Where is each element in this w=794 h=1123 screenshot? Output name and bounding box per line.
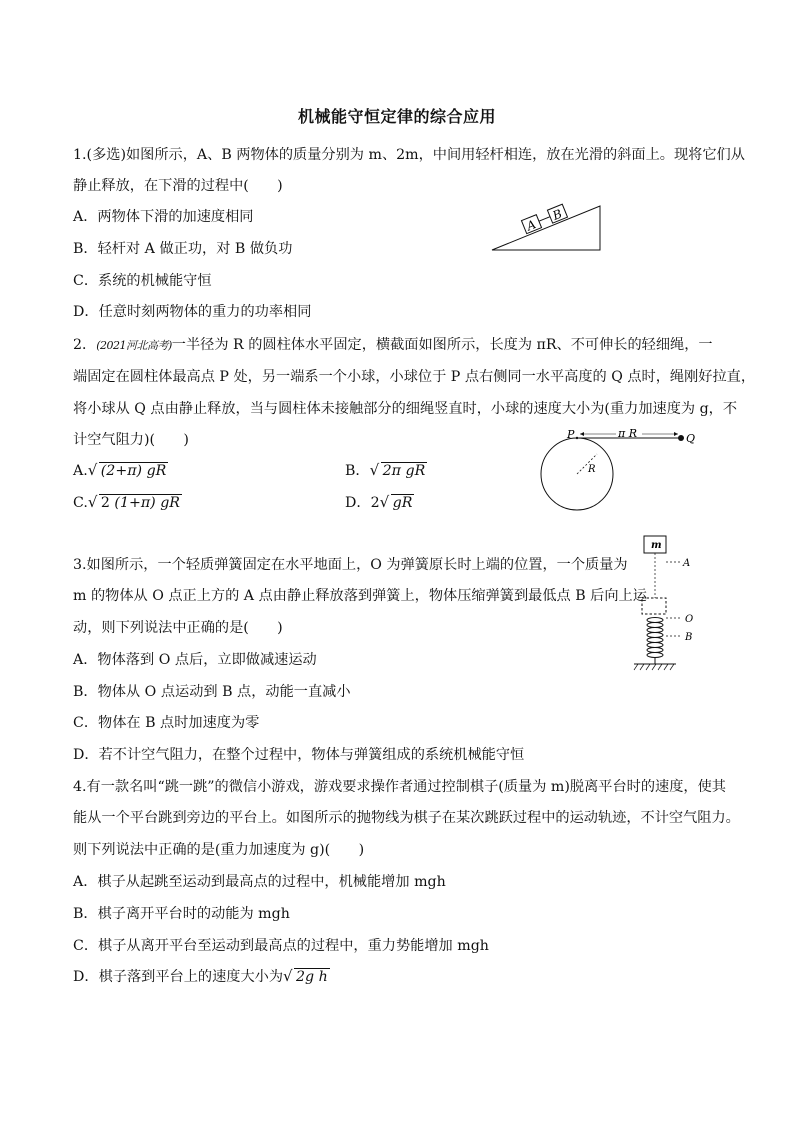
q2-cylinder-figure (540, 426, 700, 516)
mass-block-dashed (642, 598, 666, 614)
q2-source-tag: (2021河北高考) (96, 339, 172, 352)
q3-spring-figure (630, 532, 700, 674)
q2-option-b-label: B． (345, 463, 370, 479)
q2-stem-line-1 (73, 335, 713, 356)
q1-incline-figure (488, 198, 608, 254)
q2-stem-line-2: 端固定在圆柱体最高点 P 处，另一端系一个小球，小球位于 P 点右侧同一水平高度的 Q 点时，绳刚好拉直， (73, 369, 756, 385)
q4-option-d (73, 967, 330, 987)
q4-stem-line-2: 能从一个平台跳到旁边的平台上。如图所示的抛物线为棋子在某次跳跃过程中的运动轨迹，不计空气阻力。 (73, 810, 740, 826)
q3-stem-line-1: 3.如图所示，一个轻质弹簧固定在水平地面上，O 为弹簧原长时上端的位置，一个质量为 (73, 557, 628, 573)
point-p (576, 437, 578, 439)
q1-stem-line-2: 静止释放，在下滑的过程中( ) (73, 178, 283, 194)
sqrt-sign: √ 2π gR (369, 461, 426, 479)
q1-stem-line-1: 1.(多选)如图所示，A、B 两物体的质量分别为 m、2m，中间用轻杆相连，放在光滑的斜面上。现将它们从 (73, 147, 745, 163)
q4-option-c: C．棋子从离开平台至运动到最高点的过程中，重力势能增加 mgh (73, 938, 489, 954)
q2-stem-line-3: 将小球从 Q 点由静止释放，当与圆柱体未接触部分的细绳竖直时，小球的速度大小为(重力加速度为 g，不 (73, 401, 738, 417)
sqrt-sign: √ 2g h (283, 967, 328, 985)
q4-stem-line-3: 则下列说法中正确的是(重力加速度为 g)( ) (73, 842, 365, 858)
label-m: m (651, 540, 662, 551)
q2-option-c-label: C. (73, 495, 88, 511)
label-b: B (685, 632, 693, 643)
q4-stem-line-1: 4.有一款名叫“跳一跳”的微信小游戏，游戏要求操作者通过控制棋子(质量为 m)脱离平台时的速度，使其 (73, 779, 726, 795)
sqrt-sign: √ gR (379, 493, 413, 511)
q2-option-d (345, 493, 414, 513)
q1-option-a: A．两物体下滑的加速度相同 (73, 209, 254, 225)
q2-stem-line-4: 计空气阻力)( ) (73, 432, 189, 448)
q2-option-a-expr: (2+π) gR (100, 463, 167, 479)
label-p: P (567, 428, 575, 441)
q2-option-c-coef: 2 (100, 495, 110, 511)
q2-stem-text: 一半径为 R 的圆柱体水平固定，横截面如图所示，长度为 πR、不可伸长的轻细绳，一 (171, 337, 713, 353)
q3-option-d: D．若不计空气阻力，在整个过程中，物体与弹簧组成的系统机械能守恒 (73, 747, 525, 763)
q3-stem-line-2: m 的物体从 O 点正上方的 A 点由静止释放落到弹簧上，物体压缩弹簧到最低点 B 后向上运 (73, 588, 647, 604)
q2-option-c (73, 493, 182, 513)
label-pi-r: π R (618, 427, 638, 440)
q4-option-d-expr: 2g h (296, 969, 328, 985)
q2-option-d-label: D． (345, 495, 371, 511)
page-title: 机械能守恒定律的综合应用 (297, 107, 496, 126)
q1-option-d: D．任意时刻两物体的重力的功率相同 (73, 304, 312, 320)
q1-option-b: B．轻杆对 A 做正功，对 B 做负功 (73, 241, 293, 257)
q4-option-b: B．棋子离开平台时的动能为 mgh (73, 906, 290, 922)
q2-option-b (345, 461, 427, 481)
q3-stem-line-3: 动，则下列说法中正确的是( ) (73, 620, 283, 636)
block-a-label: A (524, 217, 538, 234)
label-o: O (685, 614, 694, 625)
light-rod (539, 217, 550, 221)
block-b-label: B (550, 206, 565, 223)
ground-hatch (634, 664, 674, 670)
q3-option-a: A．物体落到 O 点后，立即做减速运动 (73, 652, 317, 668)
incline (492, 206, 600, 250)
q2-number: 2． (73, 337, 97, 353)
q2-option-a (73, 461, 168, 481)
label-q: Q (686, 432, 696, 445)
q2-option-d-expr: gR (392, 495, 413, 511)
label-r: R (588, 464, 596, 475)
q3-option-b: B．物体从 O 点运动到 B 点，动能一直减小 (73, 684, 351, 700)
sqrt-sign: √ (2+π) gR (87, 461, 167, 479)
q4-option-a: A．棋子从起跳至运动到最高点的过程中，机械能增加 mgh (73, 874, 446, 890)
q3-option-c: C．物体在 B 点时加速度为零 (73, 715, 260, 731)
label-a: A (683, 558, 691, 569)
ball (678, 435, 684, 441)
q4-option-d-text: D．棋子落到平台上的速度大小为 (73, 969, 284, 985)
q1-option-c: C．系统的机械能守恒 (73, 273, 212, 289)
q2-option-d-coef: 2 (370, 495, 380, 511)
q2-option-a-label: A. (73, 463, 88, 479)
q2-option-b-expr: 2π gR (382, 463, 426, 479)
spring-coil (647, 618, 663, 658)
sqrt-sign: √ 2 (1+π) gR (87, 493, 180, 511)
q2-option-c-expr: (1+π) gR (114, 495, 180, 511)
